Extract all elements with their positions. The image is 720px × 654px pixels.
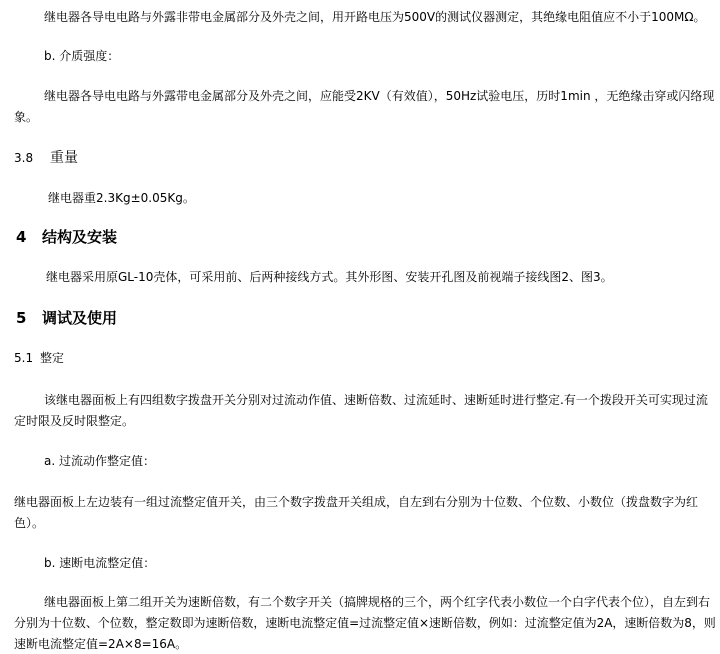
section-title: 调试及使用: [42, 309, 118, 327]
item-a-overcurrent-setting: a. 过流动作整定值：: [44, 454, 155, 468]
paragraph-insulation-tail: 继电器各导电电路与外露非带电金属部分及外壳之间，用开路电压为500V的测试仪器测定，其绝缘电阻值应不小于100MΩ。: [44, 10, 706, 24]
item-b-quick-break-setting: b. 速断电流整定值：: [44, 556, 156, 570]
section-5-heading: [16, 310, 117, 326]
section-number: 3.8: [14, 151, 34, 165]
section-number: 5.1: [14, 351, 34, 365]
paragraph-b-line-2: 分别为十位数、个位数，整定数即为速断倍数，速断电流整定值=过流整定值×速断倍数，例如：过流整定值为2A，速断倍数为8，则: [14, 616, 716, 630]
section-5-1-heading: [14, 350, 64, 366]
paragraph-b-line-3: 速断电流整定值=2A×8=16A。: [14, 637, 188, 651]
section-title: 结构及安装: [42, 228, 118, 246]
paragraph-b-line-1: 继电器面板上第二组开关为速断倍数，有二个数字开关（搞牌规格的三个，两个红字代表小数位一个白字代表个位），自左到右: [44, 595, 711, 609]
section-3-8-heading: [14, 150, 78, 166]
paragraph-dielectric-line-2: 象。: [14, 110, 39, 124]
paragraph-dielectric-line-1: 继电器各导电电路与外露带电金属部分及外壳之间，应能受2KV（有效值），50Hz试验电压，历时1min ，无绝缘击穿或闪络现: [44, 89, 715, 103]
paragraph-weight: 继电器重2.3Kg±0.05Kg。: [48, 191, 195, 205]
section-title: 重量: [50, 150, 78, 166]
section-number: 4: [16, 228, 27, 246]
section-title: 整定: [40, 351, 65, 365]
paragraph-a-line-1: 继电器面板上左边装有一组过流整定值开关，由三个数字拨盘开关组成，自左到右分别为十位数、个位数、小数位（拨盘数字为红: [14, 495, 699, 509]
section-4-heading: [16, 229, 117, 245]
section-number: 5: [16, 309, 27, 327]
item-b-dielectric-strength: b. 介质强度：: [44, 49, 120, 63]
paragraph-structure: 继电器采用原GL-10壳体，可采用前、后两种接线方式。其外形图、安装开孔图及前视端子接线图2、图3。: [46, 270, 613, 284]
paragraph-setting-line-1: 该继电器面板上有四组数字拨盘开关分别对过流动作值、速断倍数、过流延时、速断延时进行整定.有一个拨段开关可实现过流: [44, 393, 708, 407]
paragraph-a-line-2: 色）。: [14, 516, 45, 530]
paragraph-setting-line-2: 定时限及反时限整定。: [14, 414, 135, 428]
